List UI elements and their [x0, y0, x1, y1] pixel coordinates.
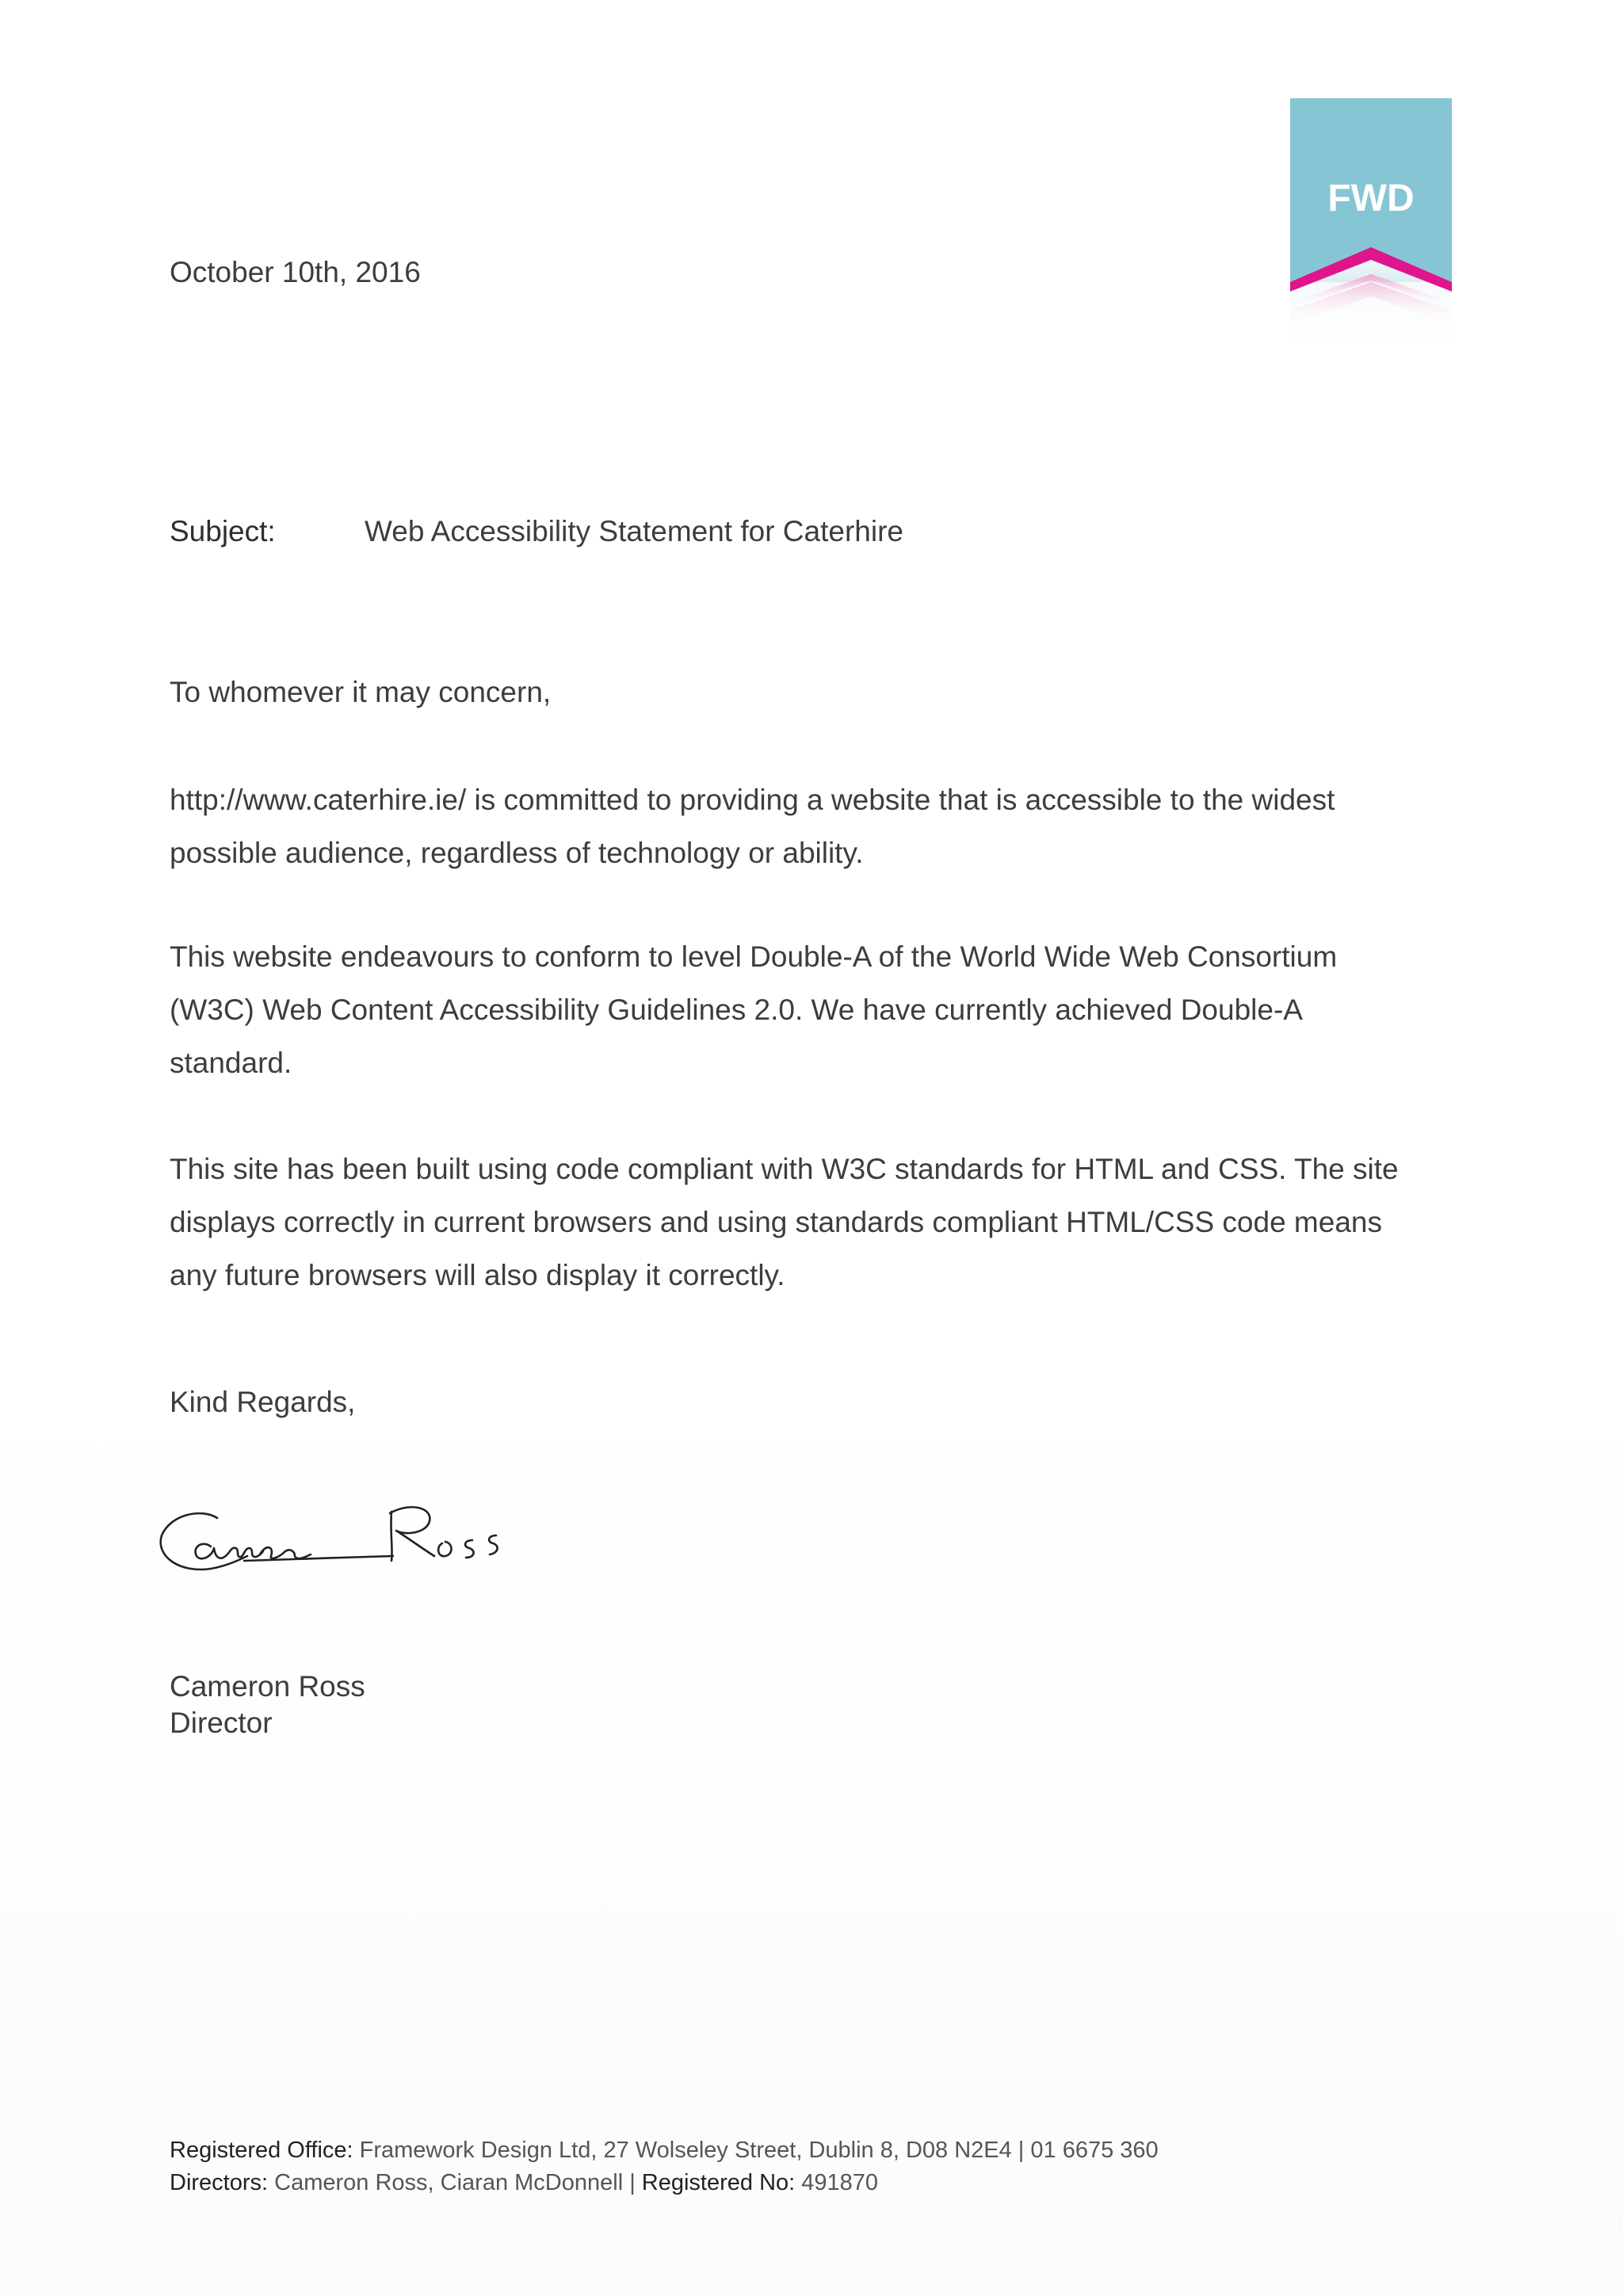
regno-label: Registered No: [641, 2170, 796, 2195]
paragraph-line: http://www.caterhire.ie/ is committed to providing a website that is accessible to the widest [170, 784, 1335, 816]
directors-text: Cameron Ross, Ciaran McDonnell | [268, 2170, 642, 2195]
office-text: Framework Design Ltd, 27 Wolseley Street, Dublin 8, D08 N2E4 | 01 6675 360 [353, 2138, 1159, 2163]
signer-name: Cameron Ross [170, 1670, 365, 1703]
paragraph-commitment [170, 773, 1453, 879]
closing: Kind Regards, [170, 1386, 356, 1418]
paragraph-conformance [170, 930, 1453, 1089]
signer-block [170, 1669, 365, 1741]
subject-line [170, 515, 903, 548]
handwritten-signature [155, 1494, 536, 1589]
logo-text: FWD [1327, 177, 1415, 219]
regno-text: 491870 [795, 2170, 879, 2195]
fwd-logo [1290, 98, 1452, 360]
paragraph-line: standard. [170, 1047, 292, 1079]
office-label: Registered Office: [170, 2138, 353, 2163]
footer-office-line [170, 2134, 1159, 2167]
footer-directors-line [170, 2167, 1159, 2199]
footer [170, 2134, 1159, 2199]
paragraph-line: (W3C) Web Content Accessibility Guidelines 2.0. We have currently achieved Double-A [170, 994, 1303, 1026]
paragraph-line: displays correctly in current browsers and using standards compliant HTML/CSS code means [170, 1206, 1382, 1238]
letter-date: October 10th, 2016 [170, 256, 421, 288]
subject-text: Web Accessibility Statement for Caterhire [365, 515, 903, 547]
paragraph-line: This website endeavours to conform to level Double-A of the World Wide Web Consortium [170, 940, 1338, 973]
greeting: To whomever it may concern, [170, 676, 552, 708]
paragraph-line: possible audience, regardless of technology or ability. [170, 837, 864, 869]
paragraph-line: This site has been built using code compliant with W3C standards for HTML and CSS. The site [170, 1153, 1399, 1185]
signer-title: Director [170, 1707, 273, 1739]
paragraph-standards [170, 1142, 1453, 1302]
fwd-logo-graphic [1290, 98, 1452, 360]
directors-label: Directors: [170, 2170, 269, 2195]
subject-label: Subject: [170, 515, 276, 547]
paragraph-line: any future browsers will also display it correctly. [170, 1259, 785, 1291]
